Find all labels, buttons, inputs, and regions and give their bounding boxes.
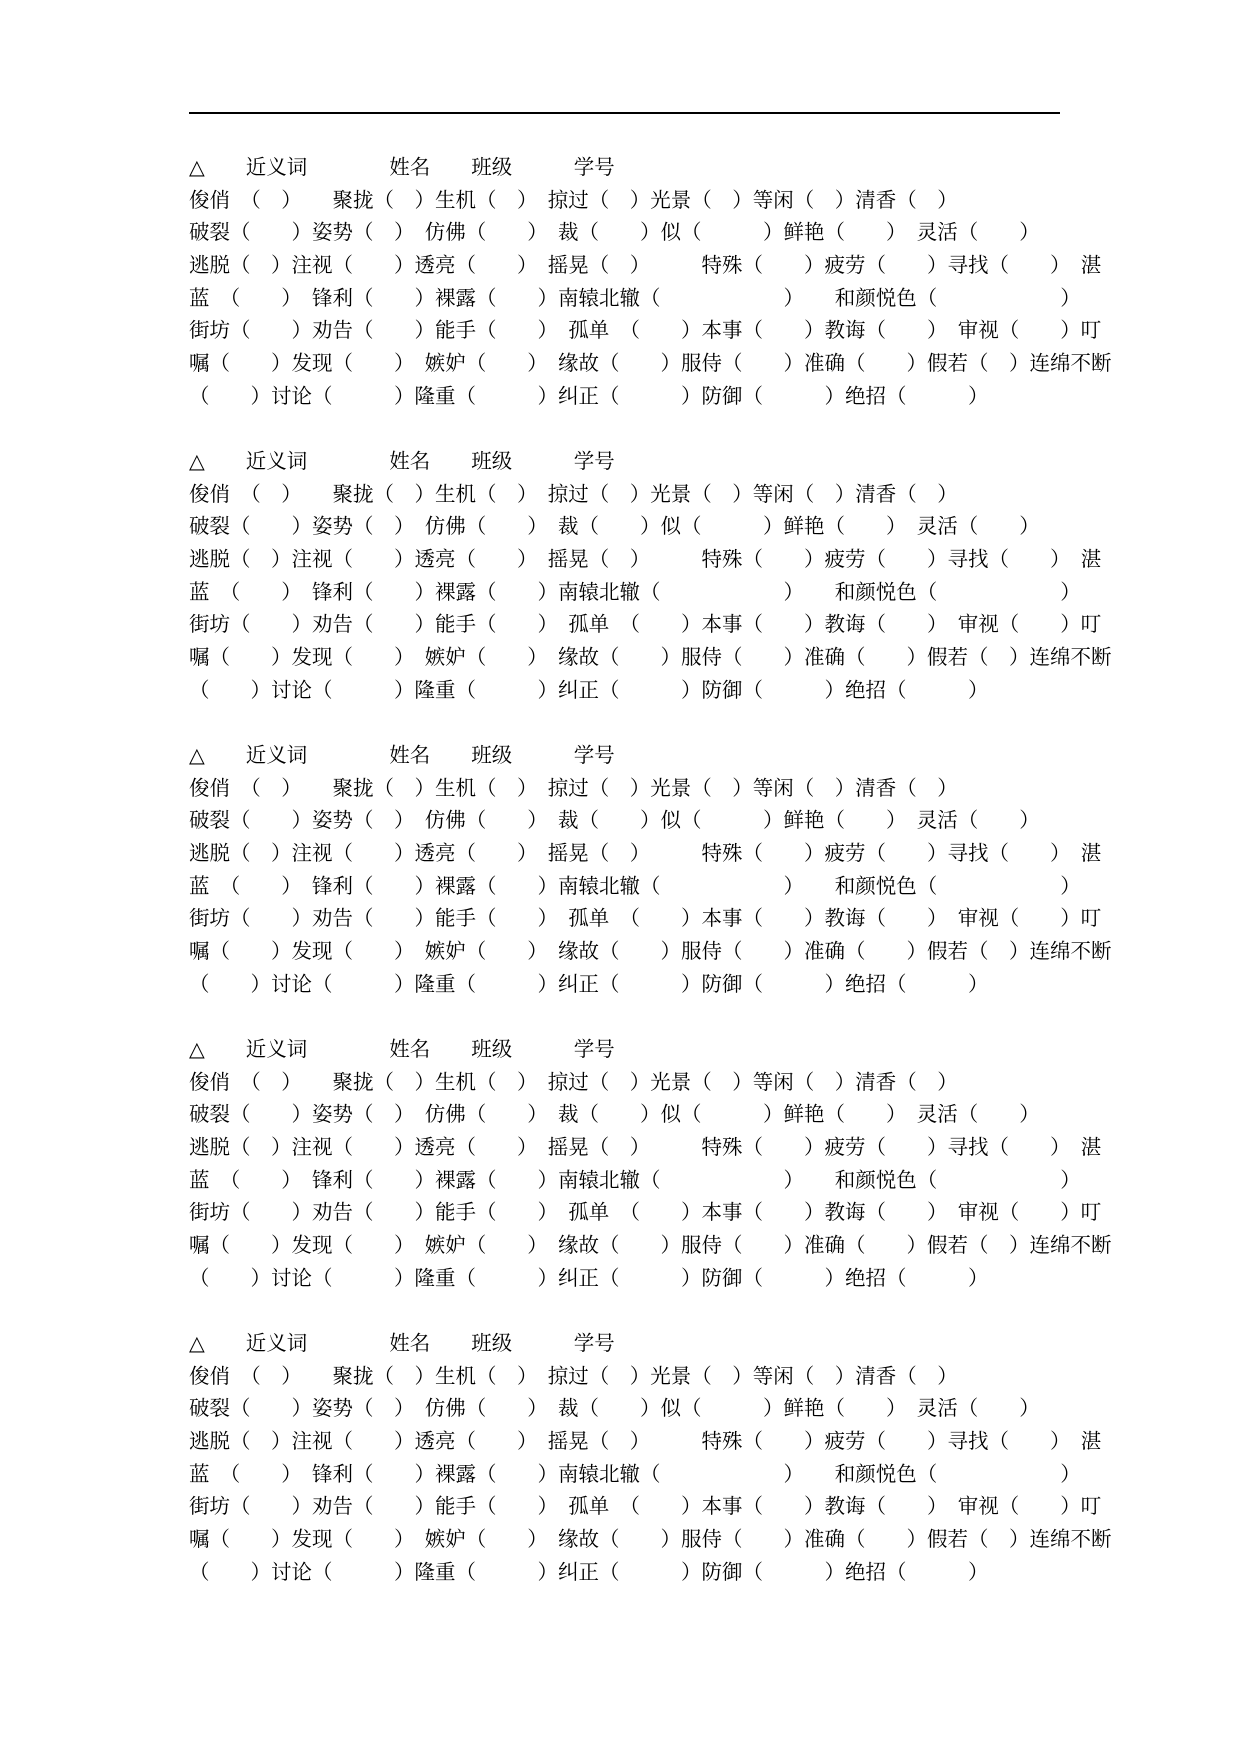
exercise-line: 嘱（ ）发现（ ） 嫉妒（ ） 缘故（ ）服侍（ ）准确（ ）假若（ ）连绵不断	[189, 645, 1112, 670]
exercise-line: 蓝 （ ） 锋利（ ）裸露（ ）南辕北辙（ ） 和颜悦色（ ）	[189, 579, 1081, 604]
exercise-line: 蓝 （ ） 锋利（ ）裸露（ ）南辕北辙（ ） 和颜悦色（ ）	[189, 873, 1081, 898]
block-header: △ 近义词 姓名 班级 学号	[189, 743, 615, 767]
exercise-line: （ ）讨论（ ）隆重（ ）纠正（ ）防御（ ）绝招（ ）	[189, 677, 989, 702]
block-header: △ 近义词 姓名 班级 学号	[189, 1037, 615, 1061]
exercise-line: 俊俏 （ ） 聚拢（ ）生机（ ） 掠过（ ）光景（ ）等闲（ ）清香（ ）	[189, 481, 958, 506]
exercise-line: 街坊（ ）劝告（ ）能手（ ） 孤单 （ ）本事（ ）教诲（ ） 审视（ ）叮	[189, 906, 1102, 931]
block-header: △ 近义词 姓名 班级 学号	[189, 449, 615, 473]
exercise-line: 破裂（ ）姿势（ ） 仿佛（ ） 裁（ ）似（ ）鲜艳（ ） 灵活（ ）	[189, 1102, 1040, 1127]
block-header: △ 近义词 姓名 班级 学号	[189, 1331, 615, 1355]
exercise-line: 俊俏 （ ） 聚拢（ ）生机（ ） 掠过（ ）光景（ ）等闲（ ）清香（ ）	[189, 1069, 958, 1094]
exercise-line: （ ）讨论（ ）隆重（ ）纠正（ ）防御（ ）绝招（ ）	[189, 1559, 989, 1584]
exercise-line: 逃脱（ ）注视（ ）透亮（ ） 摇晃（ ） 特殊（ ）疲劳（ ）寻找（ ） 湛	[189, 1135, 1102, 1160]
exercise-line: （ ）讨论（ ）隆重（ ）纠正（ ）防御（ ）绝招（ ）	[189, 383, 989, 408]
exercise-line: 俊俏 （ ） 聚拢（ ）生机（ ） 掠过（ ）光景（ ）等闲（ ）清香（ ）	[189, 775, 958, 800]
exercise-line: 街坊（ ）劝告（ ）能手（ ） 孤单 （ ）本事（ ）教诲（ ） 审视（ ）叮	[189, 1200, 1102, 1225]
exercise-line: 嘱（ ）发现（ ） 嫉妒（ ） 缘故（ ）服侍（ ）准确（ ）假若（ ）连绵不断	[189, 1527, 1112, 1552]
exercise-line: 街坊（ ）劝告（ ）能手（ ） 孤单 （ ）本事（ ）教诲（ ） 审视（ ）叮	[189, 318, 1102, 343]
exercise-line: （ ）讨论（ ）隆重（ ）纠正（ ）防御（ ）绝招（ ）	[189, 1265, 989, 1290]
worksheet-block-3	[189, 739, 1112, 1001]
worksheet-block-2	[189, 445, 1112, 707]
worksheet-block-4	[189, 1033, 1112, 1295]
exercise-line: 破裂（ ）姿势（ ） 仿佛（ ） 裁（ ）似（ ）鲜艳（ ） 灵活（ ）	[189, 808, 1040, 833]
exercise-line: （ ）讨论（ ）隆重（ ）纠正（ ）防御（ ）绝招（ ）	[189, 971, 989, 996]
exercise-line: 逃脱（ ）注视（ ）透亮（ ） 摇晃（ ） 特殊（ ）疲劳（ ）寻找（ ） 湛	[189, 1429, 1102, 1454]
exercise-line: 破裂（ ）姿势（ ） 仿佛（ ） 裁（ ）似（ ）鲜艳（ ） 灵活（ ）	[189, 1396, 1040, 1421]
exercise-line: 嘱（ ）发现（ ） 嫉妒（ ） 缘故（ ）服侍（ ）准确（ ）假若（ ）连绵不断	[189, 939, 1112, 964]
worksheet-block-1	[189, 151, 1112, 413]
exercise-line: 逃脱（ ）注视（ ）透亮（ ） 摇晃（ ） 特殊（ ）疲劳（ ）寻找（ ） 湛	[189, 547, 1102, 572]
exercise-line: 嘱（ ）发现（ ） 嫉妒（ ） 缘故（ ）服侍（ ）准确（ ）假若（ ）连绵不断	[189, 1233, 1112, 1258]
exercise-line: 逃脱（ ）注视（ ）透亮（ ） 摇晃（ ） 特殊（ ）疲劳（ ）寻找（ ） 湛	[189, 253, 1102, 278]
top-rule-divider	[189, 112, 1060, 114]
exercise-line: 破裂（ ）姿势（ ） 仿佛（ ） 裁（ ）似（ ）鲜艳（ ） 灵活（ ）	[189, 220, 1040, 245]
exercise-line: 街坊（ ）劝告（ ）能手（ ） 孤单 （ ）本事（ ）教诲（ ） 审视（ ）叮	[189, 1494, 1102, 1519]
worksheet-block-5	[189, 1327, 1112, 1589]
exercise-line: 蓝 （ ） 锋利（ ）裸露（ ）南辕北辙（ ） 和颜悦色（ ）	[189, 1167, 1081, 1192]
exercise-line: 街坊（ ）劝告（ ）能手（ ） 孤单 （ ）本事（ ）教诲（ ） 审视（ ）叮	[189, 612, 1102, 637]
exercise-line: 俊俏 （ ） 聚拢（ ）生机（ ） 掠过（ ）光景（ ）等闲（ ）清香（ ）	[189, 187, 958, 212]
exercise-line: 破裂（ ）姿势（ ） 仿佛（ ） 裁（ ）似（ ）鲜艳（ ） 灵活（ ）	[189, 514, 1040, 539]
block-header: △ 近义词 姓名 班级 学号	[189, 155, 615, 179]
exercise-line: 蓝 （ ） 锋利（ ）裸露（ ）南辕北辙（ ） 和颜悦色（ ）	[189, 285, 1081, 310]
exercise-line: 俊俏 （ ） 聚拢（ ）生机（ ） 掠过（ ）光景（ ）等闲（ ）清香（ ）	[189, 1363, 958, 1388]
exercise-line: 逃脱（ ）注视（ ）透亮（ ） 摇晃（ ） 特殊（ ）疲劳（ ）寻找（ ） 湛	[189, 841, 1102, 866]
exercise-line: 嘱（ ）发现（ ） 嫉妒（ ） 缘故（ ）服侍（ ）准确（ ）假若（ ）连绵不断	[189, 351, 1112, 376]
exercise-line: 蓝 （ ） 锋利（ ）裸露（ ）南辕北辙（ ） 和颜悦色（ ）	[189, 1461, 1081, 1486]
